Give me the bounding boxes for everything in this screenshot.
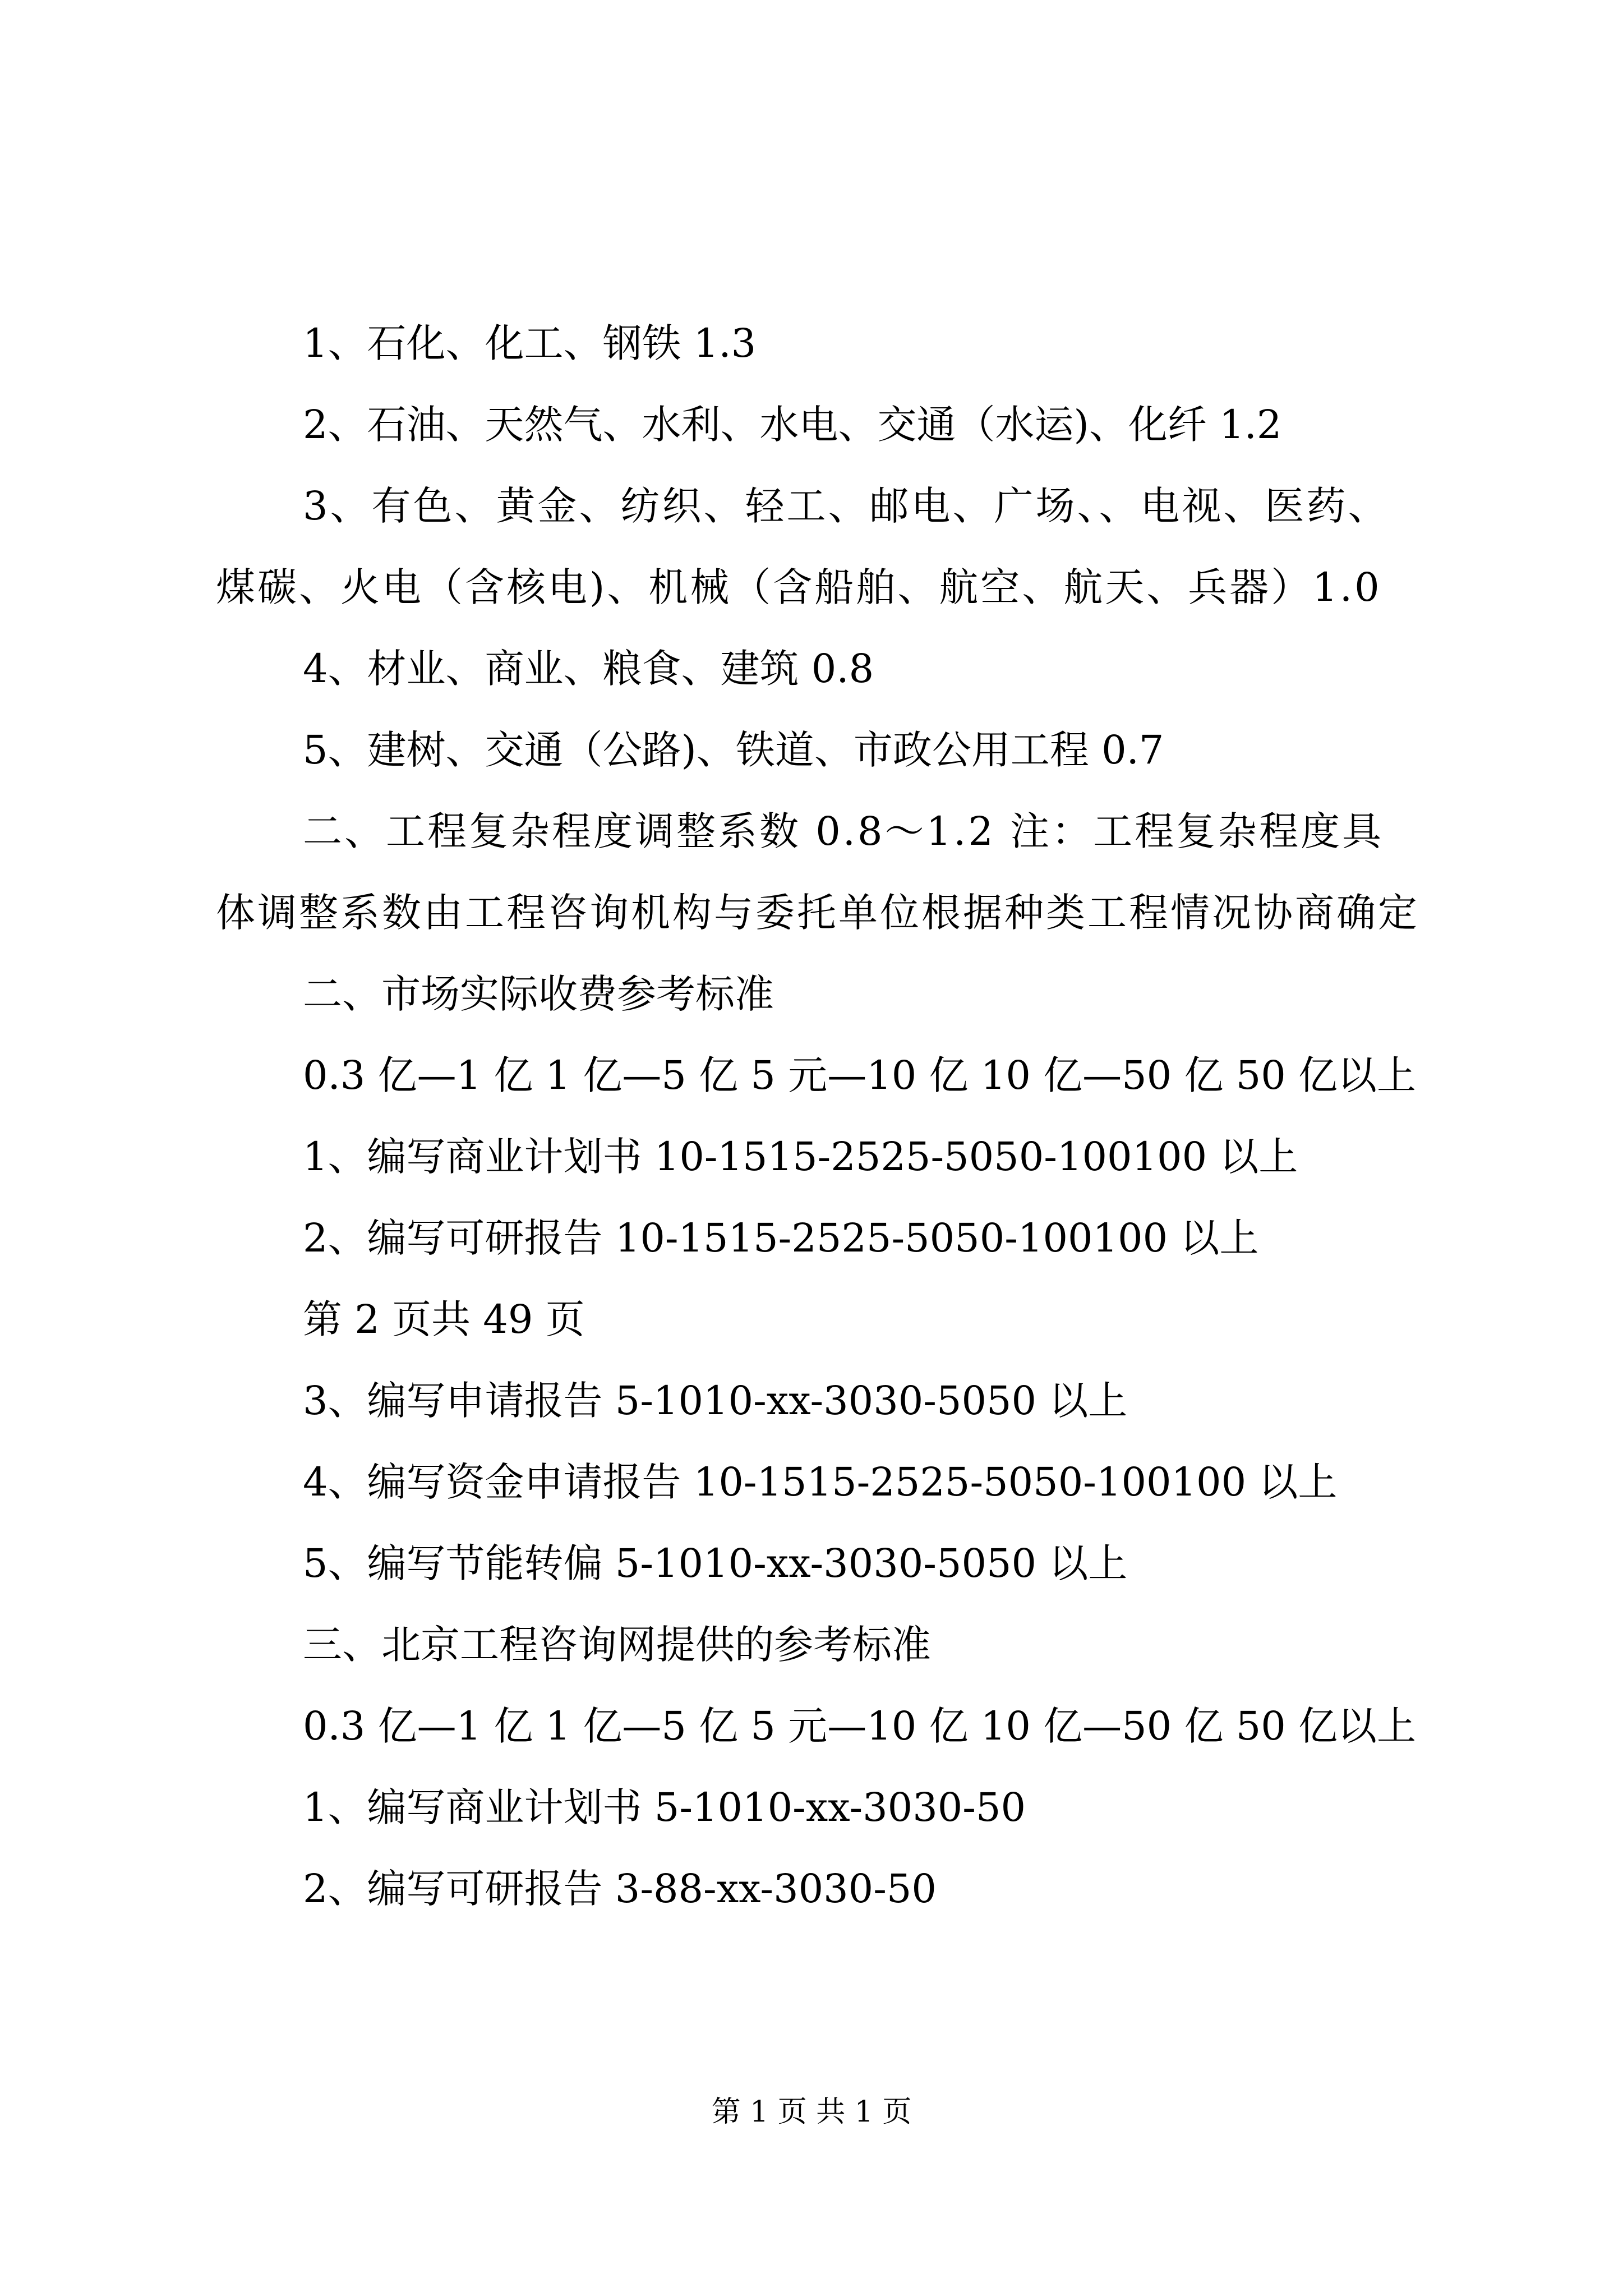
paragraph-market-energy: 5、编写节能转偏 5-1010-xx-3030-5050 以上 [303, 1540, 1128, 1586]
paragraph-market-business-plan: 1、编写商业计划书 10-1515-2525-5050-100100 以上 [303, 1134, 1298, 1180]
paragraph-investment-ranges: 0.3 亿—1 亿 1 亿—5 亿 5 元—10 亿 10 亿—50 亿 50 亿以上 [303, 1052, 1417, 1098]
paragraph-industry-4: 4、材业、商业、粮食、建筑 0.8 [303, 646, 874, 692]
paragraph-industry-5: 5、建树、交通（公路)、铁道、市政公用工程 0.7 [303, 727, 1164, 773]
paragraph-complexity-coefficient: 二、工程复杂程度调整系数 0.8～1.2 注：工程复杂程度具体调整系数由工程咨询机构与委托单位根据种类工程情况协商确定 [216, 808, 1419, 936]
heading-beijing-standard: 三、北京工程咨询网提供的参考标准 [303, 1622, 931, 1668]
paragraph-beijing-feasibility: 2、编写可研报告 3-88-xx-3030-50 [303, 1866, 937, 1912]
paragraph-beijing-business-plan: 1、编写商业计划书 5-1010-xx-3030-50 [303, 1784, 1026, 1830]
inline-page-marker: 第 2 页共 49 页 [303, 1296, 585, 1342]
paragraph-investment-ranges-2: 0.3 亿—1 亿 1 亿—5 亿 5 元—10 亿 10 亿—50 亿 50 亿以上 [303, 1703, 1417, 1749]
paragraph-industry-3: 3、有色、黄金、纺织、轻工、邮电、广场、、电视、医药、煤碳、火电（含核电)、机械（含船舶、航空、航天、兵器）1.0 [216, 483, 1390, 610]
heading-market-fees: 二、市场实际收费参考标准 [303, 971, 774, 1017]
paragraph-industry-1: 1、石化、化工、钢铁 1.3 [303, 320, 757, 366]
paragraph-industry-2: 2、石油、天然气、水利、水电、交通（水运)、化纤 1.2 [303, 402, 1282, 448]
page-footer: 第 1 页 共 1 页 [711, 2095, 912, 2129]
paragraph-market-funding: 4、编写资金申请报告 10-1515-2525-5050-100100 以上 [303, 1459, 1338, 1505]
document-body [216, 303, 1422, 1930]
paragraph-market-application: 3、编写申请报告 5-1010-xx-3030-5050 以上 [303, 1378, 1128, 1424]
paragraph-market-feasibility: 2、编写可研报告 10-1515-2525-5050-100100 以上 [303, 1215, 1259, 1261]
